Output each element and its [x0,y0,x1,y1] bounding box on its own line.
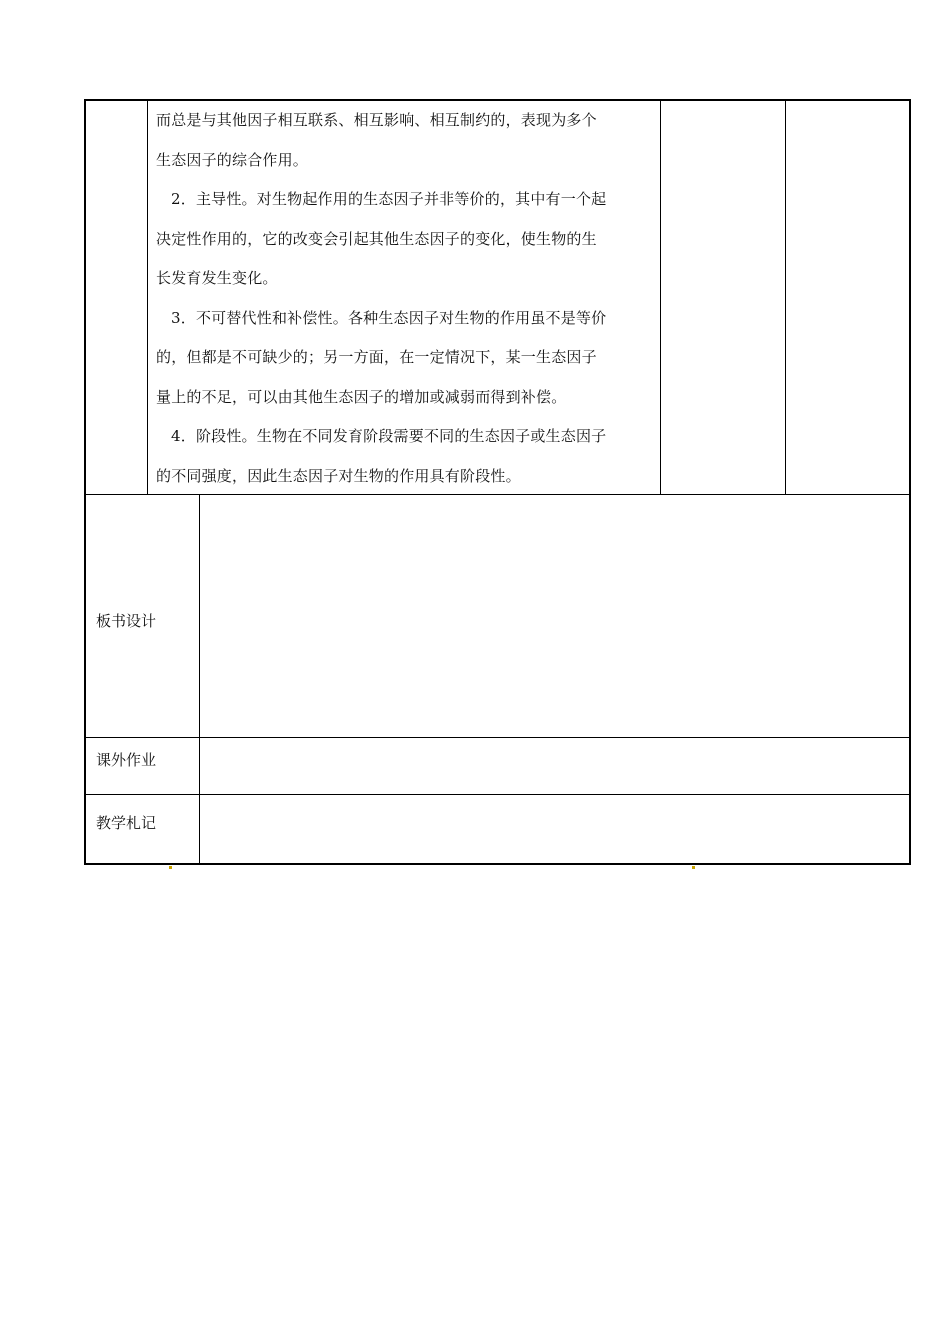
text-line: 长发育发生变化。 [156,269,278,287]
homework-row [86,738,909,795]
decorative-mark [169,866,172,869]
decorative-mark [692,866,695,869]
content-row [86,101,909,495]
content-cell [148,101,660,496]
text-line: 的不同强度，因此生态因子对生物的作用具有阶段性。 [156,466,521,485]
text-line: 决定性作用的，它的改变会引起其他生态因子的变化，使生物的生 [156,229,597,248]
column-divider [199,495,200,737]
teaching-notes-row [86,795,909,863]
lesson-plan-table [84,99,911,865]
column-divider [785,101,786,494]
text-line: 4．阶段性。生物在不同发育阶段需要不同的生态因子或生态因子 [171,427,607,445]
board-design-row [86,495,909,738]
text-line: 的，但都是不可缺少的；另一方面，在一定情况下，某一生态因子 [156,348,597,366]
board-design-label: 板书设计 [96,612,157,630]
column-divider [199,795,200,863]
text-line: 3．不可替代性和补偿性。各种生态因子对生物的作用虽不是等价 [171,308,607,327]
text-line: 生态因子的综合作用。 [156,150,309,169]
text-line: 而总是与其他因子相互联系、相互影响、相互制约的，表现为多个 [156,111,597,129]
teaching-notes-label: 教学札记 [96,814,157,832]
column-divider [660,101,661,494]
homework-label: 课外作业 [96,751,157,769]
text-line: 2．主导性。对生物起作用的生态因子并非等价的，其中有一个起 [171,190,607,208]
column-divider [199,738,200,794]
text-line: 量上的不足，可以由其他生态因子的增加或减弱而得到补偿。 [156,387,567,406]
